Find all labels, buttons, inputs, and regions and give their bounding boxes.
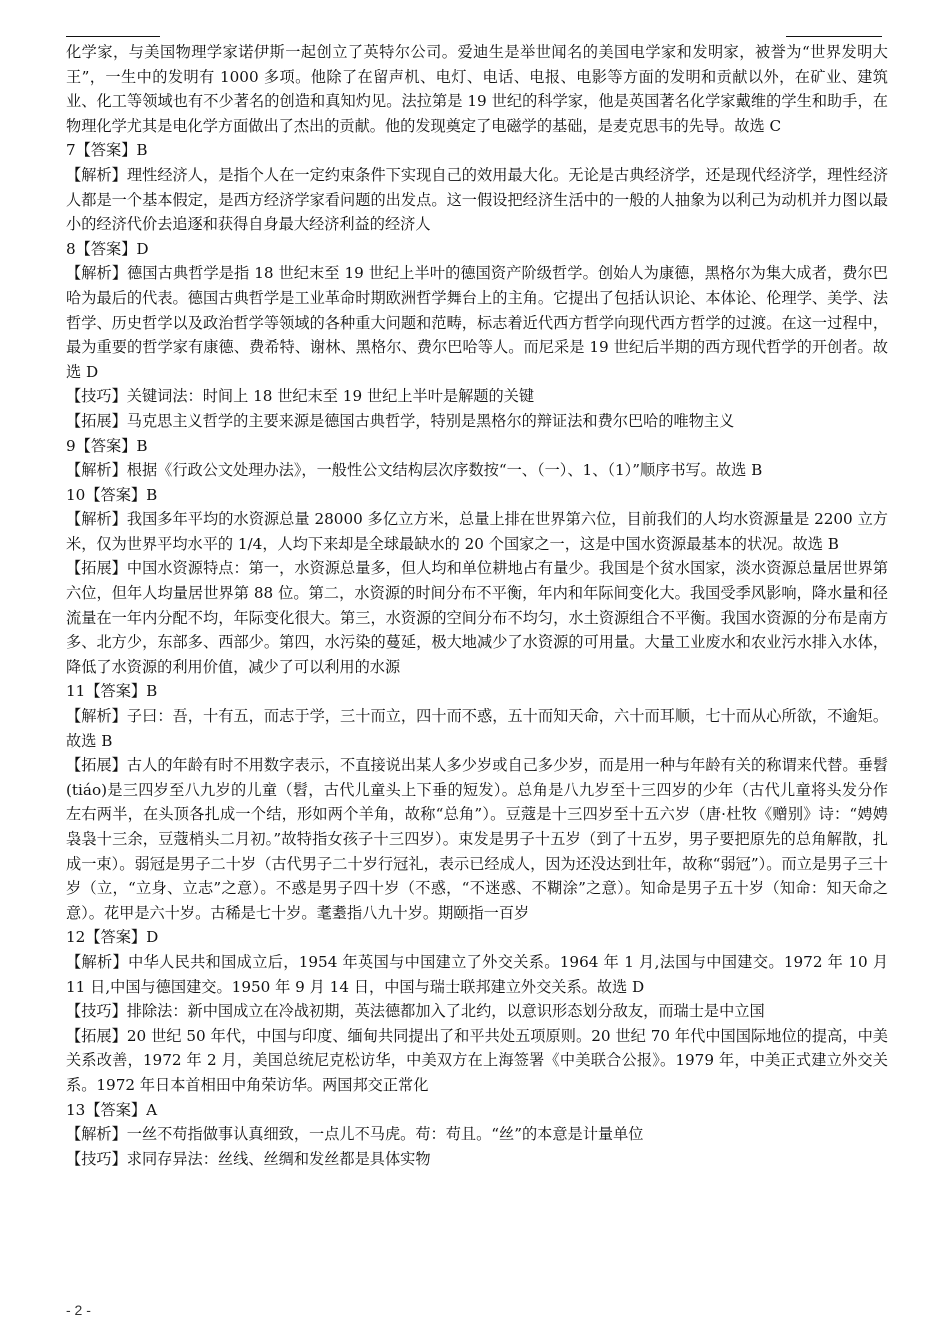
paragraph: 【拓展】中国水资源特点：第一，水资源总量多，但人均和单位耕地占有量少。我国是个贫水国家，淡水资源总量居世界第六位，但年人均量居世界第 88 位。第二，水资源的时间分布不平衡，年内和年际间变化大。我国受季风影响，降水量和径流量在一年内分配不均，年际变化很大。第三，水资源的空间分布不均匀，水土资源组合不平衡。我国水资源的分布是南方多、北方少，东部多、西部少。第四，水污染的蔓延，极大地减少了水资源的可用量。大量工业废水和农业污水排入水体，降低了水资源的利用价值，减少了可以利用的水源	[66, 559, 888, 676]
paragraph: 【技巧】关键词法：时间上 18 世纪末至 19 世纪上半叶是解题的关键	[66, 387, 535, 406]
answer-line: 7【答案】B	[66, 141, 148, 160]
header-rule-left	[66, 36, 160, 37]
page-number: - 2 -	[66, 1302, 91, 1318]
paragraph: 【解析】理性经济人，是指个人在一定约束条件下实现自己的效用最大化。无论是古典经济学，还是现代经济学，理性经济人都是一个基本假定，是西方经济学家看问题的出发点。这一假设把经济生活中的一般的人抽象为以利己为动机并力图以最小的经济代价去追逐和获得自身最大经济利益的经济人	[66, 165, 888, 234]
paragraph: 【解析】一丝不苟指做事认真细致，一点儿不马虎。苟：苟且。“丝”的本意是计量单位	[66, 1125, 644, 1144]
answer-line: 8【答案】D	[66, 239, 149, 258]
paragraph: 【拓展】20 世纪 50 年代，中国与印度、缅甸共同提出了和平共处五项原则。20 世纪 70 年代中国国际地位的提高，中美关系改善，1972 年 2 月，美国总统尼克松访华，中美双方在上海签署《中美联合公报》。1979 年，中美正式建立外交关系。1972 年日本首相田中角荣访华。两国邦交正常化	[66, 1026, 888, 1094]
paragraph: 【解析】根据《行政公文处理办法》，一般性公文结构层次序数按“一、（一）、1、（1）”顺序书写。故选 B	[66, 461, 763, 480]
header-rule-right	[786, 36, 882, 37]
paragraph: 【技巧】排除法：新中国成立在冷战初期，英法德都加入了北约，以意识形态划分敌友，而瑞士是中立国	[66, 1002, 765, 1021]
paragraph: 【拓展】马克思主义哲学的主要来源是德国古典哲学，特别是黑格尔的辩证法和费尔巴哈的唯物主义	[66, 411, 735, 430]
paragraph: 化学家，与美国物理学家诺伊斯一起创立了英特尔公司。爱迪生是举世闻名的美国电学家和发明家，被誉为“世界发明大王”，一生中的发明有 1000 多项。他除了在留声机、电灯、电话、电报、电影等方面的发明和贡献以外，在矿业、建筑业、化工等领域也有不少著名的创造和真知灼见。法拉第是 19 世纪的科学家，他是英国著名化学家戴维的学生和助手，在物理化学尤其是电化学方面做出了杰出的贡献。他的发现奠定了电磁学的基础，是麦克思韦的先导。故选 C	[66, 43, 888, 135]
paragraph: 【解析】中华人民共和国成立后，1954 年英国与中国建立了外交关系。1964 年 1 月,法国与中国建交。1972 年 10 月 11 日,中国与德国建交。1950 年 9 月 14 日，中国与瑞士联邦建立外交关系。故选 D	[66, 952, 888, 996]
document-body	[66, 40, 888, 1171]
paragraph: 【解析】子曰：吾，十有五，而志于学，三十而立，四十而不惑，五十而知天命，六十而耳顺，七十而从心所欲，不逾矩。故选 B	[66, 707, 888, 750]
answer-line: 10【答案】B	[66, 485, 158, 504]
answer-line: 11【答案】B	[66, 682, 158, 701]
paragraph: 【技巧】求同存异法：丝线、丝绸和发丝都是具体实物	[66, 1149, 431, 1168]
paragraph: 【解析】德国古典哲学是指 18 世纪末至 19 世纪上半叶的德国资产阶级哲学。创始人为康德，黑格尔为集大成者，费尔巴哈为最后的代表。德国古典哲学是工业革命时期欧洲哲学舞台上的主角。它提出了包括认识论、本体论、伦理学、美学、法哲学、历史哲学以及政治哲学等领域的各种重大问题和范畴，标志着近代西方哲学向现代西方哲学的过渡。在这一过程中，最为重要的哲学家有康德、费希特、谢林、黑格尔、费尔巴哈等人。而尼采是 19 世纪后半期的西方现代哲学的开创者。故选 D	[66, 264, 888, 381]
answer-line: 9【答案】B	[66, 436, 148, 455]
answer-line: 12【答案】D	[66, 928, 159, 947]
paragraph: 【解析】我国多年平均的水资源总量 28000 多亿立方米，总量上排在世界第六位，目前我们的人均水资源量是 2200 立方米，仅为世界平均水平的 1/4，人均下来却是全球最缺水的 20 个国家之一，这是中国水资源最基本的状况。故选 B	[66, 510, 888, 553]
paragraph: 【拓展】古人的年龄有时不用数字表示，不直接说出某人多少岁或自己多少岁，而是用一种与年龄有关的称谓来代替。垂髫(tiáo)是三四岁至八九岁的儿童（髫，古代儿童头上下垂的短发）。总角是八九岁至十三四岁的少年（古代儿童将头发分作左右两半，在头顶各扎成一个结，形如两个羊角，故称“总角”）。豆蔻是十三四岁至十五六岁（唐·杜牧《赠别》诗：“娉娉袅袅十三余，豆蔻梢头二月初。”故特指女孩子十三四岁）。束发是男子十五岁（到了十五岁，男子要把原先的总角解散，扎成一束）。弱冠是男子二十岁（古代男子二十岁行冠礼，表示已经成人，因为还没达到壮年，故称“弱冠”）。而立是男子三十岁（立，“立身、立志”之意）。不惑是男子四十岁（不惑，“不迷惑、不糊涂”之意）。知命是男子五十岁（知命：知天命之意）。花甲是六十岁。古稀是七十岁。耄耋指八九十岁。期颐指一百岁	[66, 756, 888, 922]
answer-line: 13【答案】A	[66, 1100, 158, 1119]
